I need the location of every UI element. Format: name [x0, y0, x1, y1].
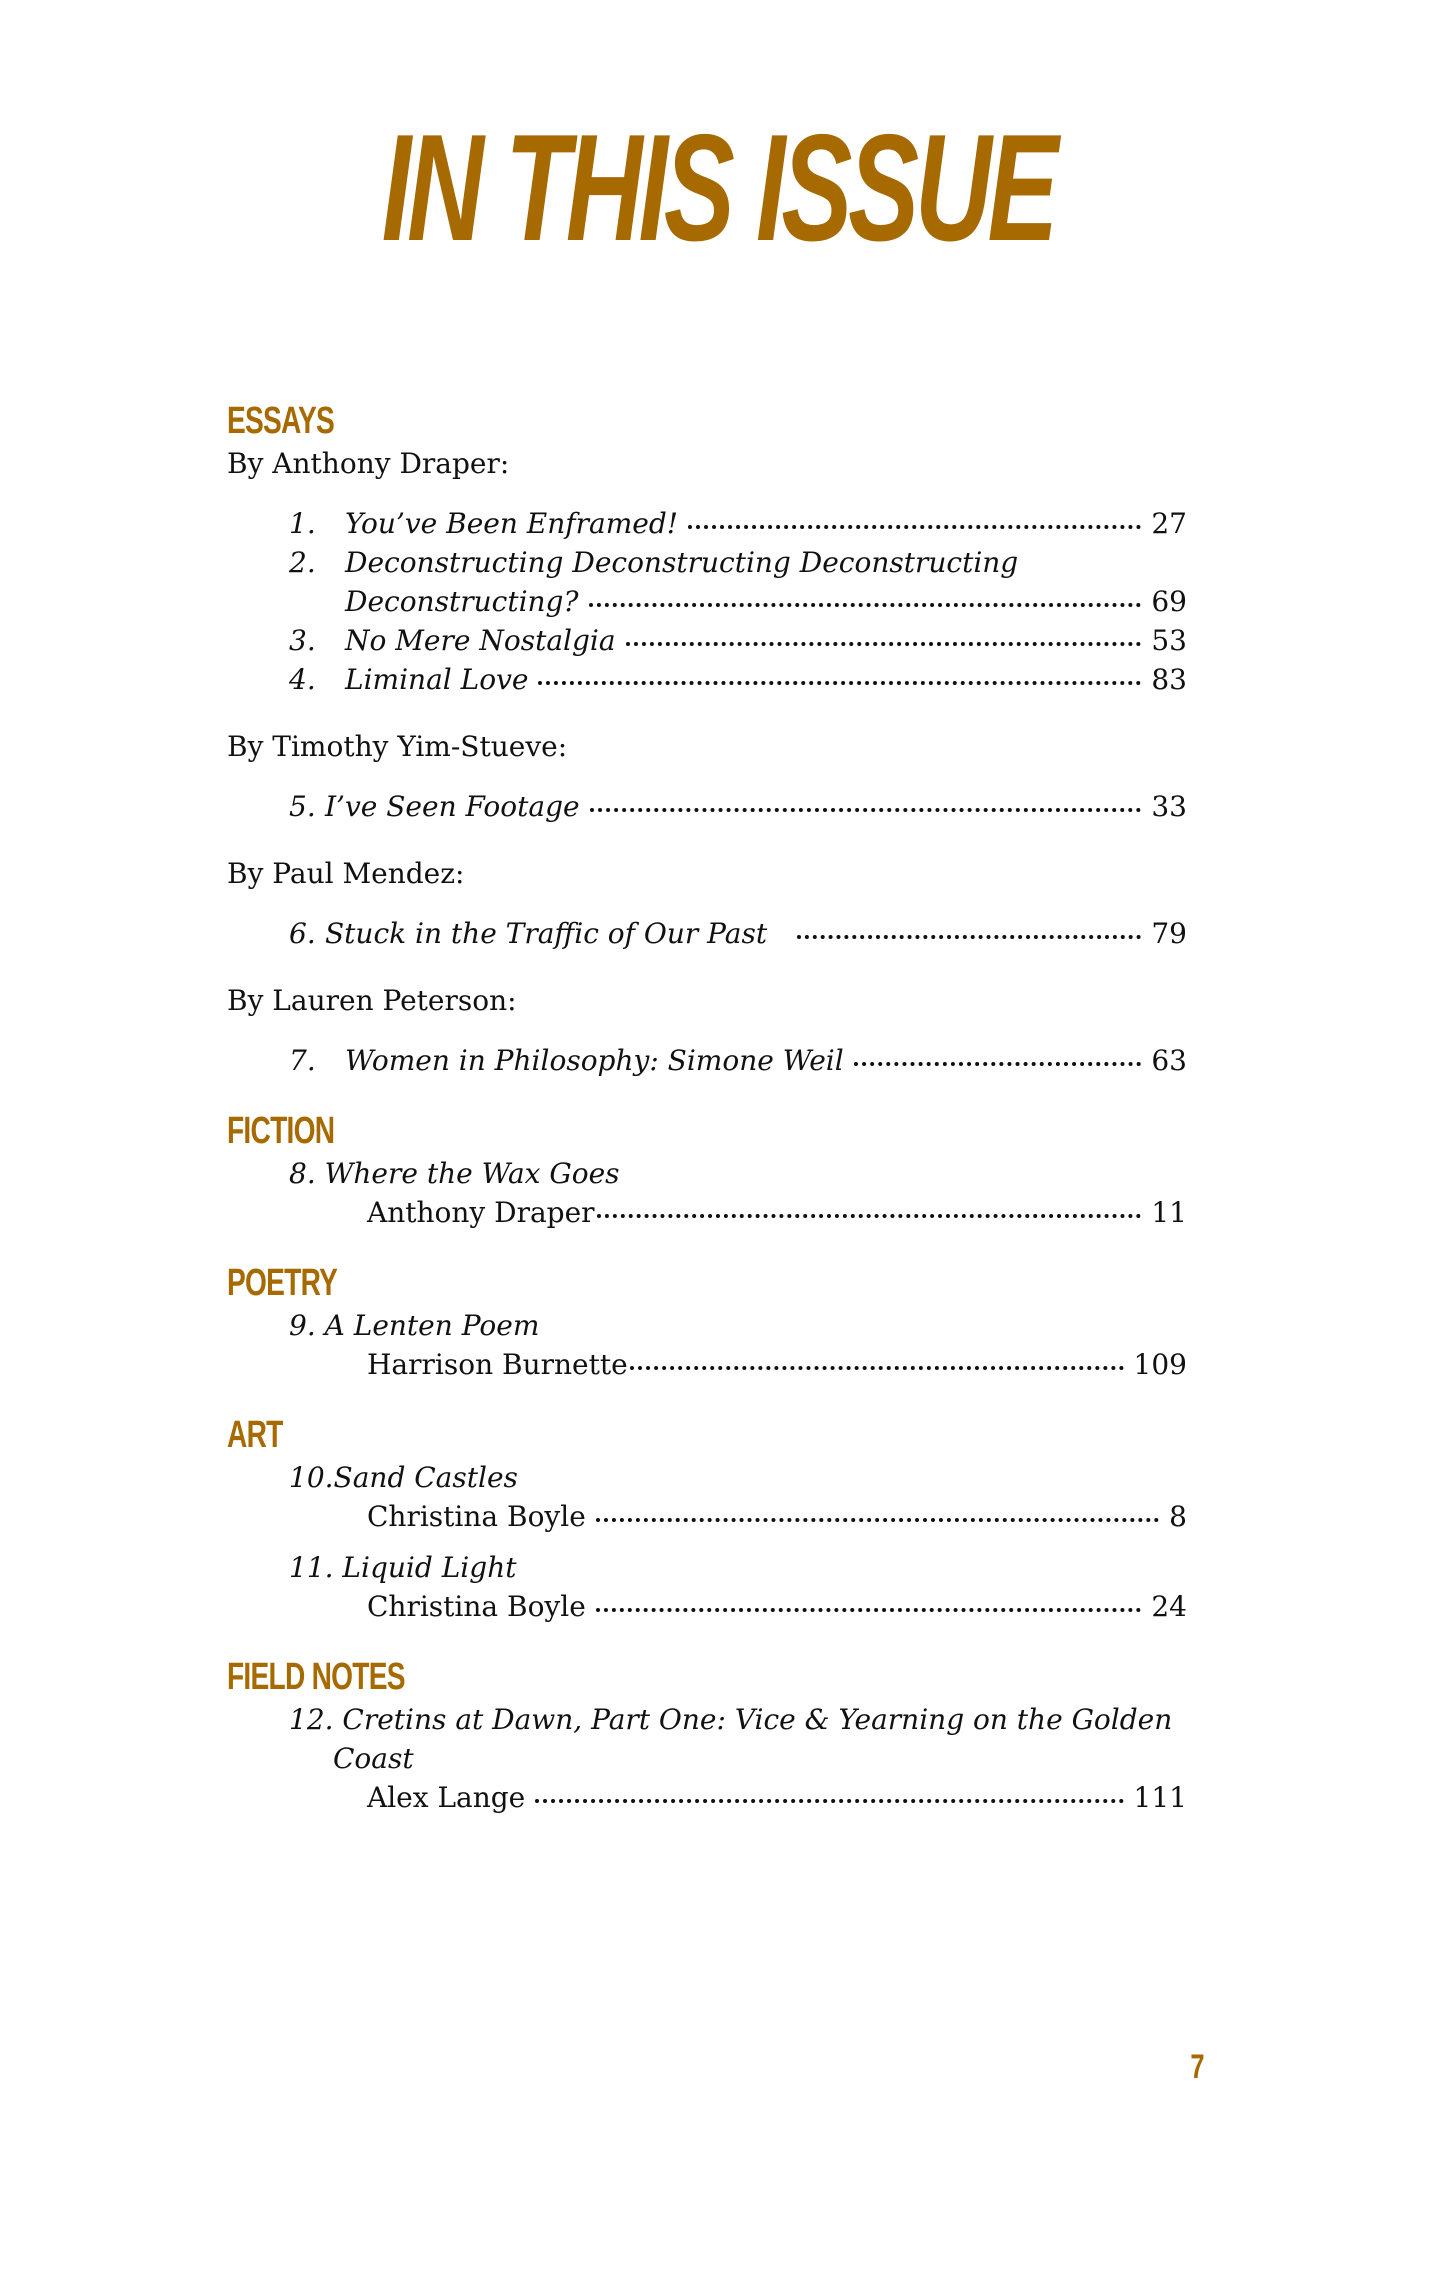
- entry-number: 6.: [289, 917, 316, 950]
- entry-author: Christina Boyle: [367, 1500, 586, 1533]
- entry-page: 63: [1151, 1044, 1187, 1077]
- byline: By Lauren Peterson:: [227, 984, 517, 1017]
- byline: By Timothy Yim-Stueve:: [227, 730, 568, 763]
- toc-entry-continued[interactable]: [289, 582, 1187, 621]
- essay-group-mendez: [227, 854, 1187, 953]
- toc-entry[interactable]: [289, 660, 1187, 699]
- entry-title: 8. Where the Wax Goes: [289, 1157, 620, 1190]
- dot-leader: [630, 1366, 1124, 1370]
- entry-number: 2.: [289, 546, 316, 579]
- section-heading-poetry: POETRY: [227, 1262, 338, 1304]
- entry-number: 7.: [289, 1044, 316, 1077]
- dot-leader: [538, 681, 1141, 685]
- art-item[interactable]: [227, 1548, 1187, 1626]
- toc-entry[interactable]: [289, 1041, 1187, 1080]
- entry-page: 33: [1151, 790, 1187, 823]
- section-heading-field-notes: FIELD NOTES: [227, 1656, 405, 1698]
- entry-author: Christina Boyle: [367, 1590, 586, 1623]
- byline: By Paul Mendez:: [227, 857, 465, 890]
- section-heading-art: ART: [227, 1414, 283, 1456]
- entry-title: You’ve Been Enframed!: [345, 507, 678, 540]
- dot-leader: [854, 1062, 1142, 1066]
- page-number: 7: [1190, 2048, 1205, 2086]
- entry-title-continued: Deconstructing?: [345, 585, 579, 618]
- entry-number: 4.: [289, 663, 316, 696]
- entry-page: 83: [1151, 663, 1187, 696]
- entry-page: 24: [1151, 1590, 1187, 1623]
- entry-author: Harrison Burnette: [367, 1348, 628, 1381]
- entry-title: No Mere Nostalgia: [345, 624, 616, 657]
- dot-leader: [626, 642, 1142, 646]
- dot-leader: [797, 935, 1141, 939]
- dot-leader: [597, 1214, 1142, 1218]
- entry-title: 11. Liquid Light: [289, 1551, 517, 1584]
- entry-title: Stuck in the Traffic of Our Past: [325, 917, 768, 950]
- fiction-item[interactable]: [227, 1154, 1187, 1232]
- toc-entry[interactable]: [289, 914, 1187, 953]
- entry-page: 27: [1151, 507, 1187, 540]
- entry-page: 79: [1151, 917, 1187, 950]
- entry-page: 111: [1133, 1781, 1187, 1814]
- toc-entry[interactable]: [289, 504, 1187, 543]
- art-item[interactable]: [227, 1458, 1187, 1536]
- entry-title-continued: Coast: [333, 1742, 414, 1775]
- entry-title: I’ve Seen Footage: [325, 790, 580, 823]
- entry-page: 8: [1169, 1500, 1187, 1533]
- section-heading-essays: ESSAYS: [227, 400, 335, 442]
- entry-number: 5.: [289, 790, 316, 823]
- dot-leader: [590, 808, 1142, 812]
- entry-title: 10.Sand Castles: [289, 1461, 518, 1494]
- entry-title: 12. Cretins at Dawn, Part One: Vice & Yearning on the Golden: [289, 1703, 1173, 1736]
- table-of-contents: [227, 398, 1187, 1845]
- entry-page: 53: [1151, 624, 1187, 657]
- entry-title: 9. A Lenten Poem: [289, 1309, 540, 1342]
- byline: By Anthony Draper:: [227, 447, 510, 480]
- entry-number: 1.: [289, 507, 316, 540]
- section-heading-fiction: FICTION: [227, 1110, 335, 1152]
- entry-author: Anthony Draper: [367, 1196, 595, 1229]
- essay-group-yim-stueve: [227, 727, 1187, 826]
- poetry-item[interactable]: [227, 1306, 1187, 1384]
- page-title: IN THIS ISSUE: [381, 103, 1055, 273]
- essay-group-draper: [227, 444, 1187, 699]
- dot-leader: [688, 525, 1141, 529]
- dot-leader: [596, 1608, 1142, 1612]
- entry-author: Alex Lange: [367, 1781, 526, 1814]
- dot-leader: [596, 1518, 1159, 1522]
- toc-entry[interactable]: [289, 621, 1187, 660]
- field-notes-item[interactable]: [227, 1700, 1187, 1817]
- entry-title: Women in Philosophy: Simone Weil: [345, 1044, 844, 1077]
- entry-number: 3.: [289, 624, 316, 657]
- dot-leader: [589, 603, 1142, 607]
- essay-group-peterson: [227, 981, 1187, 1080]
- toc-entry[interactable]: [289, 543, 1187, 582]
- toc-entry[interactable]: [289, 787, 1187, 826]
- entry-title: Liminal Love: [345, 663, 529, 696]
- entry-page: 69: [1151, 585, 1187, 618]
- entry-page: 109: [1133, 1348, 1187, 1381]
- dot-leader: [535, 1799, 1123, 1803]
- entry-page: 11: [1151, 1196, 1187, 1229]
- entry-title: Deconstructing Deconstructing Deconstructing: [345, 546, 1019, 579]
